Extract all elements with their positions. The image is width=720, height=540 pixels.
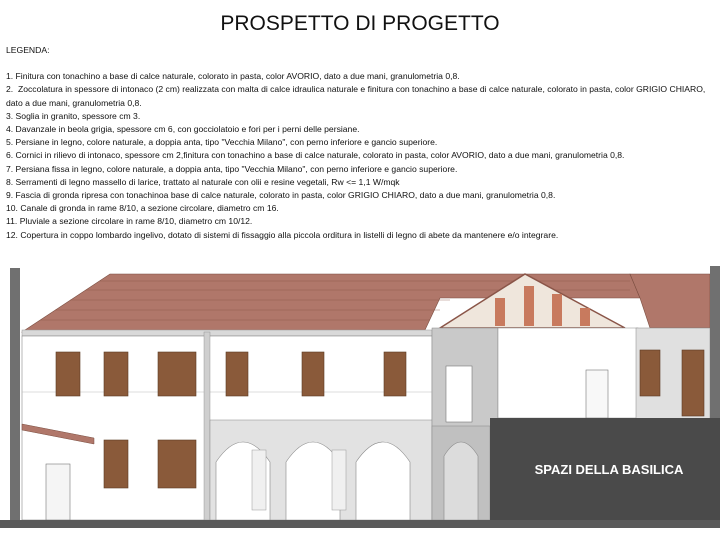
legend-item-12: 12. Copertura in coppo lombardo ingelivo, dotato di sistemi di fissaggio alla piccola orditura in listelli di legno di abete da mantenere e/o integrare. xyxy=(6,229,559,240)
cornice-band xyxy=(22,330,432,336)
legend-item-4: 4. Davanzale in beola grigia, spessore cm 6, con gocciolatoio e fori per i perni delle persiane. xyxy=(6,124,360,135)
left-edge-wall xyxy=(10,268,20,520)
legend-item-5: 5. Persiane in legno, colore naturale, a doppia anta, tipo "Vecchia Milano", con perno inferiore e gancio superiore. xyxy=(6,137,438,148)
facade-drawing xyxy=(0,262,720,540)
archway-door xyxy=(444,442,478,520)
gable-window xyxy=(586,370,608,418)
legend-item-9: 9. Fascia di gronda ripresa con tonachinoa base di calce naturale, colorato in pasta, color GRIGIO CHIARO, dato a due mani, granulometria 0,8. xyxy=(6,190,556,201)
arcade-arches xyxy=(216,442,410,520)
zone-label: SPAZI DELLA BASILICA xyxy=(534,462,684,477)
legend-item-6: 6. Cornici in rilievo di intonaco, spessore cm 2,finitura con tonachino a base di calce naturale, colorato in pasta, color AVORIO, dato a due mani, granulometria 0,8. xyxy=(6,150,625,161)
downpipe xyxy=(204,332,210,520)
legend-heading: LEGENDA: xyxy=(6,45,50,55)
gable-front-wall xyxy=(498,328,638,418)
annex-door xyxy=(46,464,70,520)
legend-item-2: 2. Zoccolatura in spessore di intonaco (2 cm) realizzata con malta di calce idraulica naturale e finitura con tonachino a base di calce naturale, colorato in pasta, color GRIGIO CHIARO, dato a due mani, granulometria 0,8. xyxy=(6,84,708,108)
middle-window xyxy=(446,366,472,422)
right-roof xyxy=(630,274,710,328)
legend-item-1: 1. Finitura con tonachino a base di calce naturale, colorato in pasta, color AVORIO, dato a due mani, granulometria 0,8. xyxy=(6,71,460,82)
page-title: PROSPETTO DI PROGETTO xyxy=(220,12,500,35)
legend-item-3: 3. Soglia in granito, spessore cm 3. xyxy=(6,110,141,121)
facade-elevation-svg xyxy=(0,262,720,540)
legend-item-7: 7. Persiana fissa in legno, colore naturale, a doppia anta, tipo "Vecchia Milano", con perno inferiore e gancio superiore. xyxy=(6,163,458,174)
legend-item-11: 11. Pluviale a sezione circolare in rame 8/10, diametro cm 10/12. xyxy=(6,216,253,227)
legend-item-10: 10. Canale di gronda in rame 8/10, a sezione circolare, diametro cm 16. xyxy=(6,203,279,214)
ground-line xyxy=(0,520,720,528)
legend xyxy=(6,44,718,242)
legend-item-8: 8. Serramenti di legno massello di larice, trattato al naturale con olii e resine vegetali, Rw <= 1,1 W/mqk xyxy=(6,176,400,187)
